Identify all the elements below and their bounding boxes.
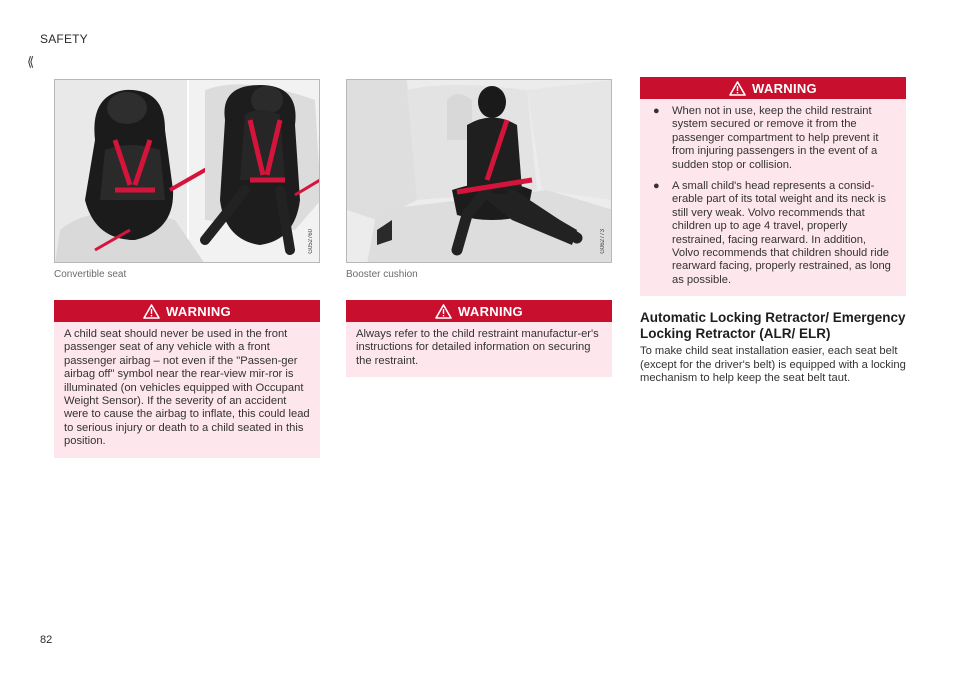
warning-box <box>346 300 612 377</box>
section-body: To make child seat installation easier, each seat belt (except for the driver's belt) is equipped with a locking mechanism to help keep the seat belt taut. <box>640 345 906 385</box>
convertible-seat-illustration <box>55 80 320 263</box>
warning-list <box>640 99 906 296</box>
warning-triangle-icon <box>435 304 452 319</box>
bullet-icon: ● <box>653 180 660 193</box>
figure-caption: Convertible seat <box>54 269 127 280</box>
warning-title: WARNING <box>458 303 523 319</box>
figure-code: G062773 <box>600 229 606 254</box>
warning-title: WARNING <box>166 303 231 319</box>
warning-header <box>640 77 906 99</box>
figure-code: G052760 <box>308 229 314 254</box>
warning-title: WARNING <box>752 80 817 96</box>
column-right <box>640 77 906 386</box>
column-middle <box>346 79 612 377</box>
list-item-text: A small child's head represents a consid-erable part of its total weight and its neck is still very weak. Volvo recommends that children up to age 4 travel, properly restrained, facing rearward. In addition, Volvo recommends that children should ride rearward facing, properly restrained, as long as possible. <box>672 180 891 286</box>
double-chevron-left-icon[interactable]: ⟪ <box>27 54 35 69</box>
figure-caption: Booster cushion <box>346 269 418 280</box>
warning-triangle-icon <box>729 81 746 96</box>
warning-box <box>640 77 906 296</box>
warning-triangle-icon <box>143 304 160 319</box>
warning-text: Always refer to the child restraint manufactur-er's instructions for detailed information on securing the restraint. <box>356 328 599 367</box>
column-left <box>54 79 320 458</box>
list-item <box>648 105 896 172</box>
figure-convertible-seat <box>54 79 320 263</box>
warning-header <box>54 300 320 322</box>
booster-cushion-illustration <box>347 80 612 263</box>
figure-booster-cushion <box>346 79 612 263</box>
page-number: 82 <box>40 634 53 646</box>
warning-box <box>54 300 320 458</box>
bullet-icon: ● <box>653 105 660 117</box>
list-item <box>648 180 896 287</box>
warning-text: A child seat should never be used in the front passenger seat of any vehicle with a front passenger airbag – not even if the "Passen-ger airbag off" symbol near the rear-view mir-ror is illuminated (on vehicles equipped with Occupant Weight Sensor). If the severity of an accident were to cause the airbag to inflate, this could lead to serious injury or death to a child seated in this position. <box>64 328 310 448</box>
section-title: Automatic Locking Retractor/ Emergency Locking Retractor (ALR/ ELR) <box>640 310 906 342</box>
list-item-text: When not in use, keep the child restraint system secured or remove it from the passenger compartment to help prevent it from injuring passengers in the event of a sudden stop or collision. <box>672 105 879 171</box>
section-header: SAFETY <box>40 32 88 46</box>
warning-header <box>346 300 612 322</box>
